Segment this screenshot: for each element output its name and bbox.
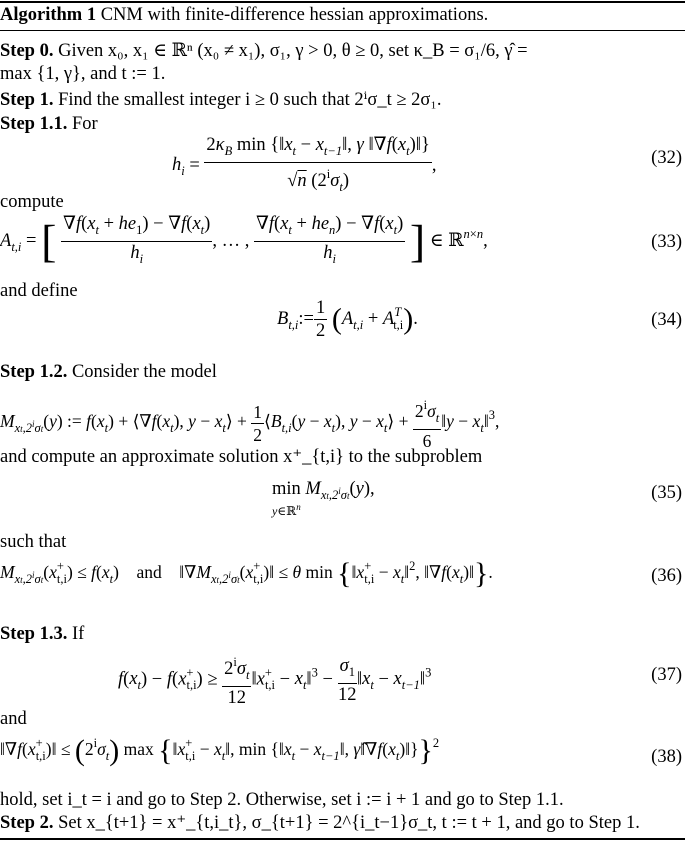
step12-label: Step 1.2. — [0, 362, 68, 382]
h-fraction: $\frac{2\kappa_B \min \{‖x_t - x_{t-1}‖, \gamma ‖\nabla f(x_t)‖\}}{√n (2^i\sigma_t)}$ — [206, 135, 430, 194]
compute-text: compute — [0, 192, 64, 212]
eq-number-37: (37) — [651, 665, 682, 685]
bottom-rule — [0, 838, 685, 840]
approx-line — [0, 446, 482, 468]
step12-text: Consider the model — [71, 362, 217, 382]
compute-line — [0, 191, 64, 213]
step1-label: Step 1. — [0, 90, 54, 110]
step12-line — [0, 361, 217, 383]
step1-text: Find the smallest integer i ≥ 0 such that 2ⁱσ_t ≥ 2σ₁. — [58, 90, 442, 110]
step2-line — [0, 812, 640, 834]
step13-text: If — [71, 624, 85, 644]
define-text: and define — [0, 281, 78, 301]
and-line-text: and — [0, 709, 27, 729]
equation-36-body: $M_{xt,2^i\sigma t}(x^+_{t,i}) \le f(x_t)$ and $‖\nabla M_{xt,2^i\sigma t}(x^+_{t,i})‖ \le \theta$ $\min \{‖x^+_{t,i}$ − $x_t‖^2$, $‖\nabla f(x_t)‖$}. — [0, 557, 493, 590]
equation-38-body: $‖\nabla f(x^+_{t,i})‖ \le (2^i\sigma_t)$ $\max \{‖x^+_{t,i}$ − $x_t‖$, $\min \{‖x_t$ − $x_{t-1}‖$, $\gammâ‖\nabla f(x_t)‖\}\}^2$ — [0, 734, 440, 767]
approx-text: and compute an approximate solution x⁺_{t,i} to the subproblem — [0, 447, 483, 467]
define-line — [0, 280, 78, 302]
and-line — [0, 708, 27, 730]
step0-line1 — [0, 40, 528, 62]
step13-line — [0, 623, 84, 645]
and-word: and — [136, 562, 162, 583]
eq-number-32: (32) — [651, 148, 682, 168]
step13-label: Step 1.3. — [0, 624, 68, 644]
eq-number-38: (38) — [651, 747, 682, 767]
algorithm-title: CNM with finite-difference hessian approximations. — [100, 5, 489, 25]
step11-label: Step 1.1. — [0, 114, 68, 134]
algorithm-header — [0, 4, 488, 26]
eq-number-34: (34) — [651, 310, 682, 330]
eq-number-35: (35) — [651, 483, 682, 503]
hold-line — [0, 789, 564, 811]
step2-label: Step 2. — [0, 813, 54, 833]
top-rule — [0, 1, 685, 3]
step0-text1: Given x₀, x₁ ∈ ℝⁿ (x₀ ≠ x₁), σ₁, γ > 0, θ ≥ 0, set κ_B = σ₁/6, γ̂ = — [58, 41, 528, 61]
step1-line — [0, 89, 441, 111]
header-rule — [0, 30, 685, 31]
equation-37-body: $f(x_t) - f(x^+_{t,i})$ ≥ $\frac{2^i\sigma_t}{12}$ $‖x^+_{t,i}$ − $x_t‖^3$ − $\frac{\sigma_1}{12}$ $‖x_t$ − $x_{t-1}‖^3$ — [118, 651, 431, 709]
hold-text: hold, set i_t = i and go to Step 2. Otherwise, set i := i + 1 and go to Step 1.1. — [0, 790, 564, 810]
equation-32-body: $h_i$ = $\frac{2\kappa_B \min \{‖x_t - x_{t-1}‖, \gamma ‖\nabla f(x_t)‖\}}{√n (2^i\sigma_t)}$ , — [172, 134, 436, 198]
step11-text: For — [71, 114, 98, 134]
step11-line — [0, 113, 98, 135]
eq-number-36: (36) — [651, 566, 682, 586]
step0-label: Step 0. — [0, 41, 54, 61]
equation-34-body: $B_{t,i}:=$ $\frac{1}{2}$ $(A_{t,i} + A^T_{t,i})$. — [277, 298, 418, 341]
model-equation: $M_{xt,2^i\sigma t}(y)$ := $f(x_t)$ + $⟨\nabla f(x_t)$, $y - x_t⟩$ + $\frac{1}{2}$ $⟨B_{t,i}(y - x_t)$, $y - x_t⟩$ + $\frac{2^i\sigma_t}{6}$ ‖y − $x_t‖^3$, — [0, 394, 499, 452]
such-that-text: such that — [0, 532, 67, 552]
equation-35-body: min y∈ℝ$^n$ $M_{xt,2^i\sigma t}(y)$, — [272, 479, 375, 518]
equation-33-body: $A_{t,i}$ = [ $\frac{\nabla f(x_t + he_1) - \nabla f(x_t)}{h_i}$ , … , $\frac{\nabla f(x_t + he_n) - \nabla f(x_t)}{h_i}$ ] ∈ ℝ$^{n\times n}$, — [0, 214, 488, 267]
such-that-line — [0, 531, 66, 553]
step0-line2 — [0, 63, 165, 85]
eq-number-33: (33) — [651, 232, 682, 252]
step0-text2: max {1, γ}, and t := 1. — [0, 64, 166, 84]
step2-text: Set x_{t+1} = x⁺_{t,i_t}, σ_{t+1} = 2^{i_t−1}σ_t, t := t + 1, and go to Step 1. — [58, 813, 640, 833]
algorithm-label: Algorithm 1 — [0, 5, 97, 25]
